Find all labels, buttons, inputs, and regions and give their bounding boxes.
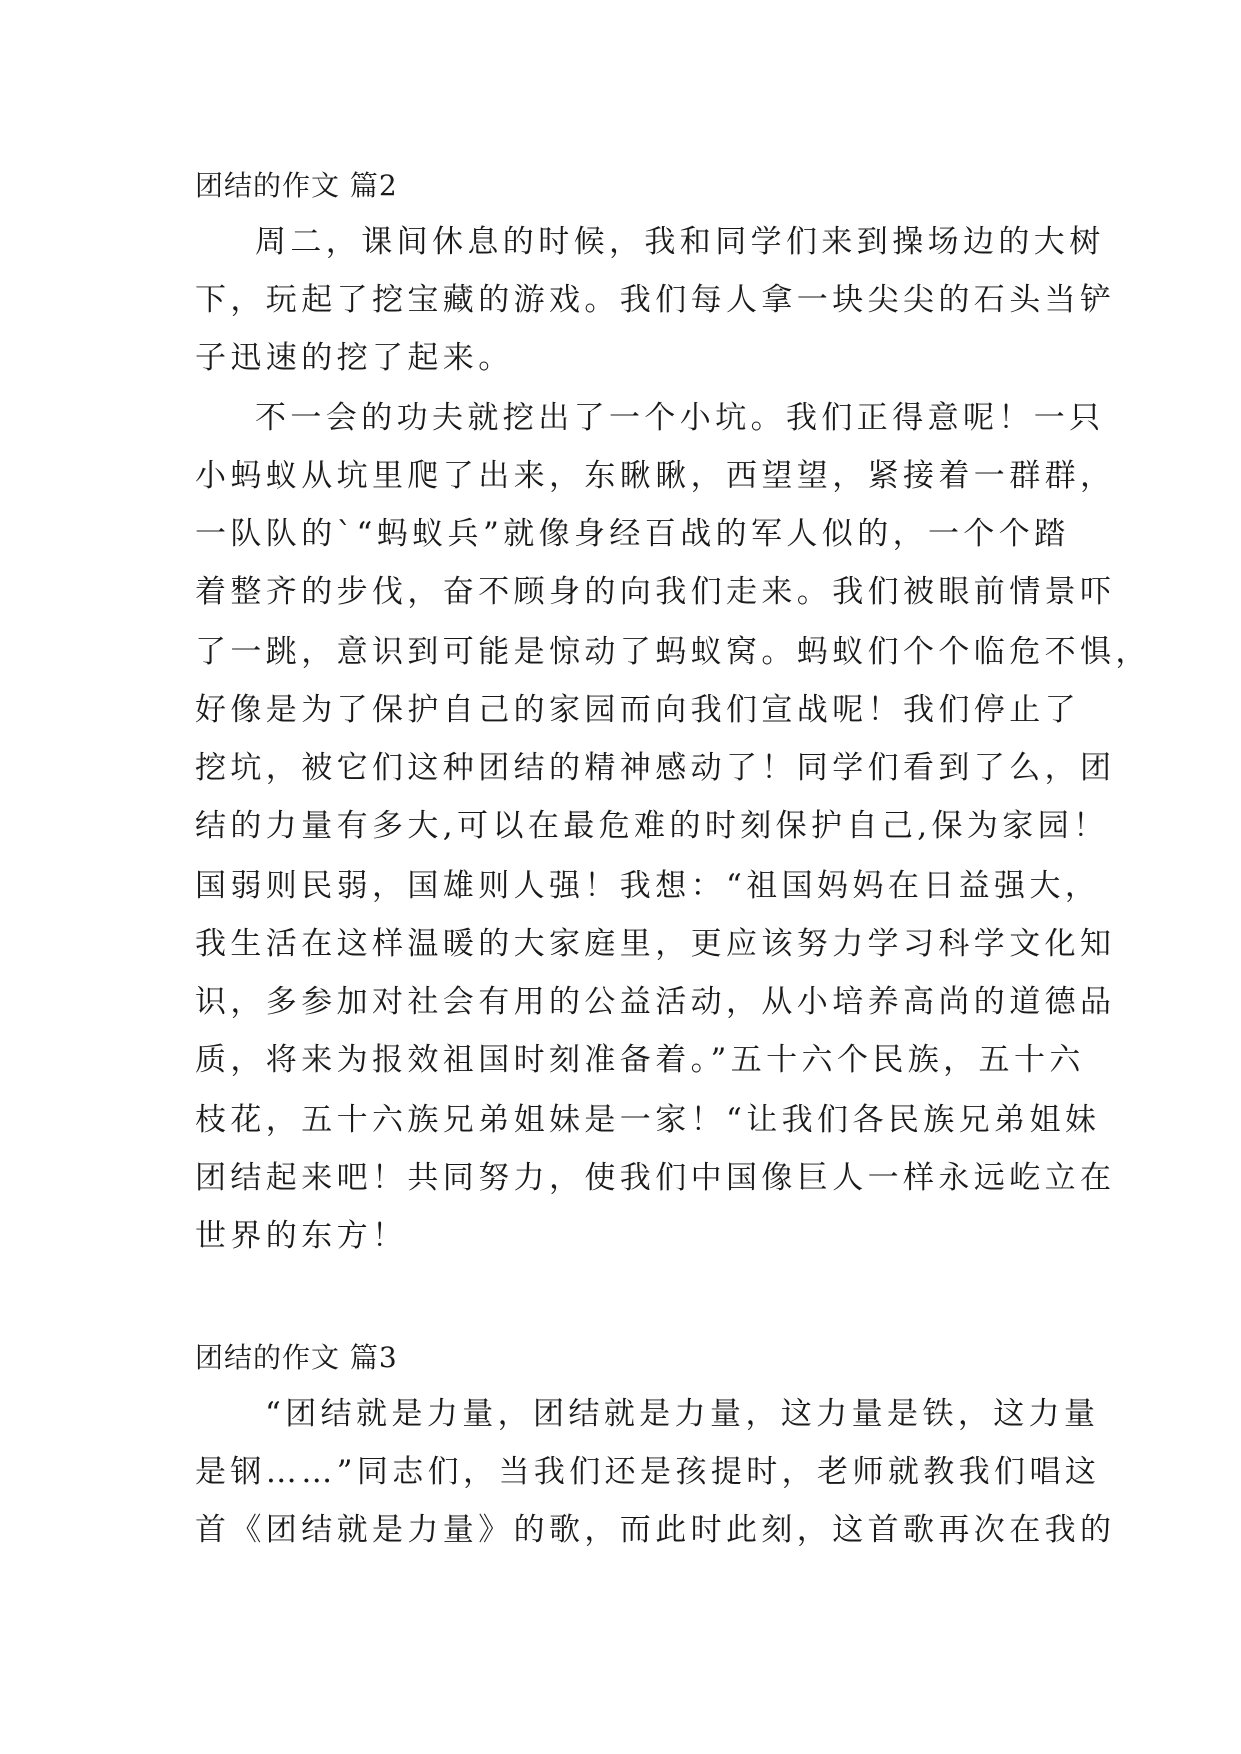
- paragraph-line: 我生活在这样温暖的大家庭里，更应该努力学习科学文化知: [195, 926, 1116, 962]
- paragraph-line: 结的力量有多大,可以在最危难的时刻保护自己,保为家园！: [195, 808, 1109, 844]
- section-heading-2: 团结的作文 篇2: [195, 169, 398, 202]
- paragraph-line: 团结起来吧！共同努力，使我们中国像巨人一样永远屹立在: [195, 1160, 1116, 1196]
- paragraph-line: 不一会的功夫就挖出了一个小坑。我们正得意呢！一只: [255, 400, 1105, 436]
- paragraph-line: 国弱则民弱，国雄则人强！我想：“祖国妈妈在日益强大，: [195, 868, 1101, 904]
- paragraph-line: 小蚂蚁从坑里爬了出来，东瞅瞅，西望望，紧接着一群群，: [195, 458, 1116, 494]
- paragraph-line: 好像是为了保护自己的家园而向我们宣战呢！我们停止了: [195, 692, 1080, 728]
- paragraph-line: 识，多参加对社会有用的公益活动，从小培养高尚的道德品: [195, 984, 1116, 1020]
- section-heading-3: 团结的作文 篇3: [195, 1341, 398, 1374]
- paragraph-line: 周二，课间休息的时候，我和同学们来到操场边的大树: [255, 224, 1105, 260]
- paragraph-line: 一队队的`“蚂蚁兵”就像身经百战的军人似的，一个个踏: [195, 516, 1070, 552]
- paragraph-line: 世界的东方！: [195, 1218, 408, 1254]
- paragraph-line: 是钢……”同志们，当我们还是孩提时，老师就教我们唱这: [195, 1454, 1101, 1490]
- paragraph-line: 子迅速的挖了起来。: [195, 340, 514, 376]
- paragraph-line: 质，将来为报效祖国时刻准备着。”五十六个民族，五十六: [195, 1042, 1085, 1078]
- paragraph-line: 下，玩起了挖宝藏的游戏。我们每人拿一块尖尖的石头当铲: [195, 282, 1116, 318]
- paragraph-line: 挖坑，被它们这种团结的精神感动了！同学们看到了么，团: [195, 750, 1116, 786]
- paragraph-line: 了一跳，意识到可能是惊动了蚂蚁窝。蚂蚁们个个临危不惧，: [195, 634, 1151, 670]
- paragraph-line: 首《团结就是力量》的歌，而此时此刻，这首歌再次在我的: [195, 1512, 1116, 1548]
- paragraph-line: “团结就是力量，团结就是力量，这力量是铁，这力量: [265, 1396, 1100, 1432]
- paragraph-line: 枝花，五十六族兄弟姐妹是一家！“让我们各民族兄弟姐妹: [195, 1102, 1101, 1138]
- paragraph-line: 着整齐的步伐，奋不顾身的向我们走来。我们被眼前情景吓: [195, 574, 1116, 610]
